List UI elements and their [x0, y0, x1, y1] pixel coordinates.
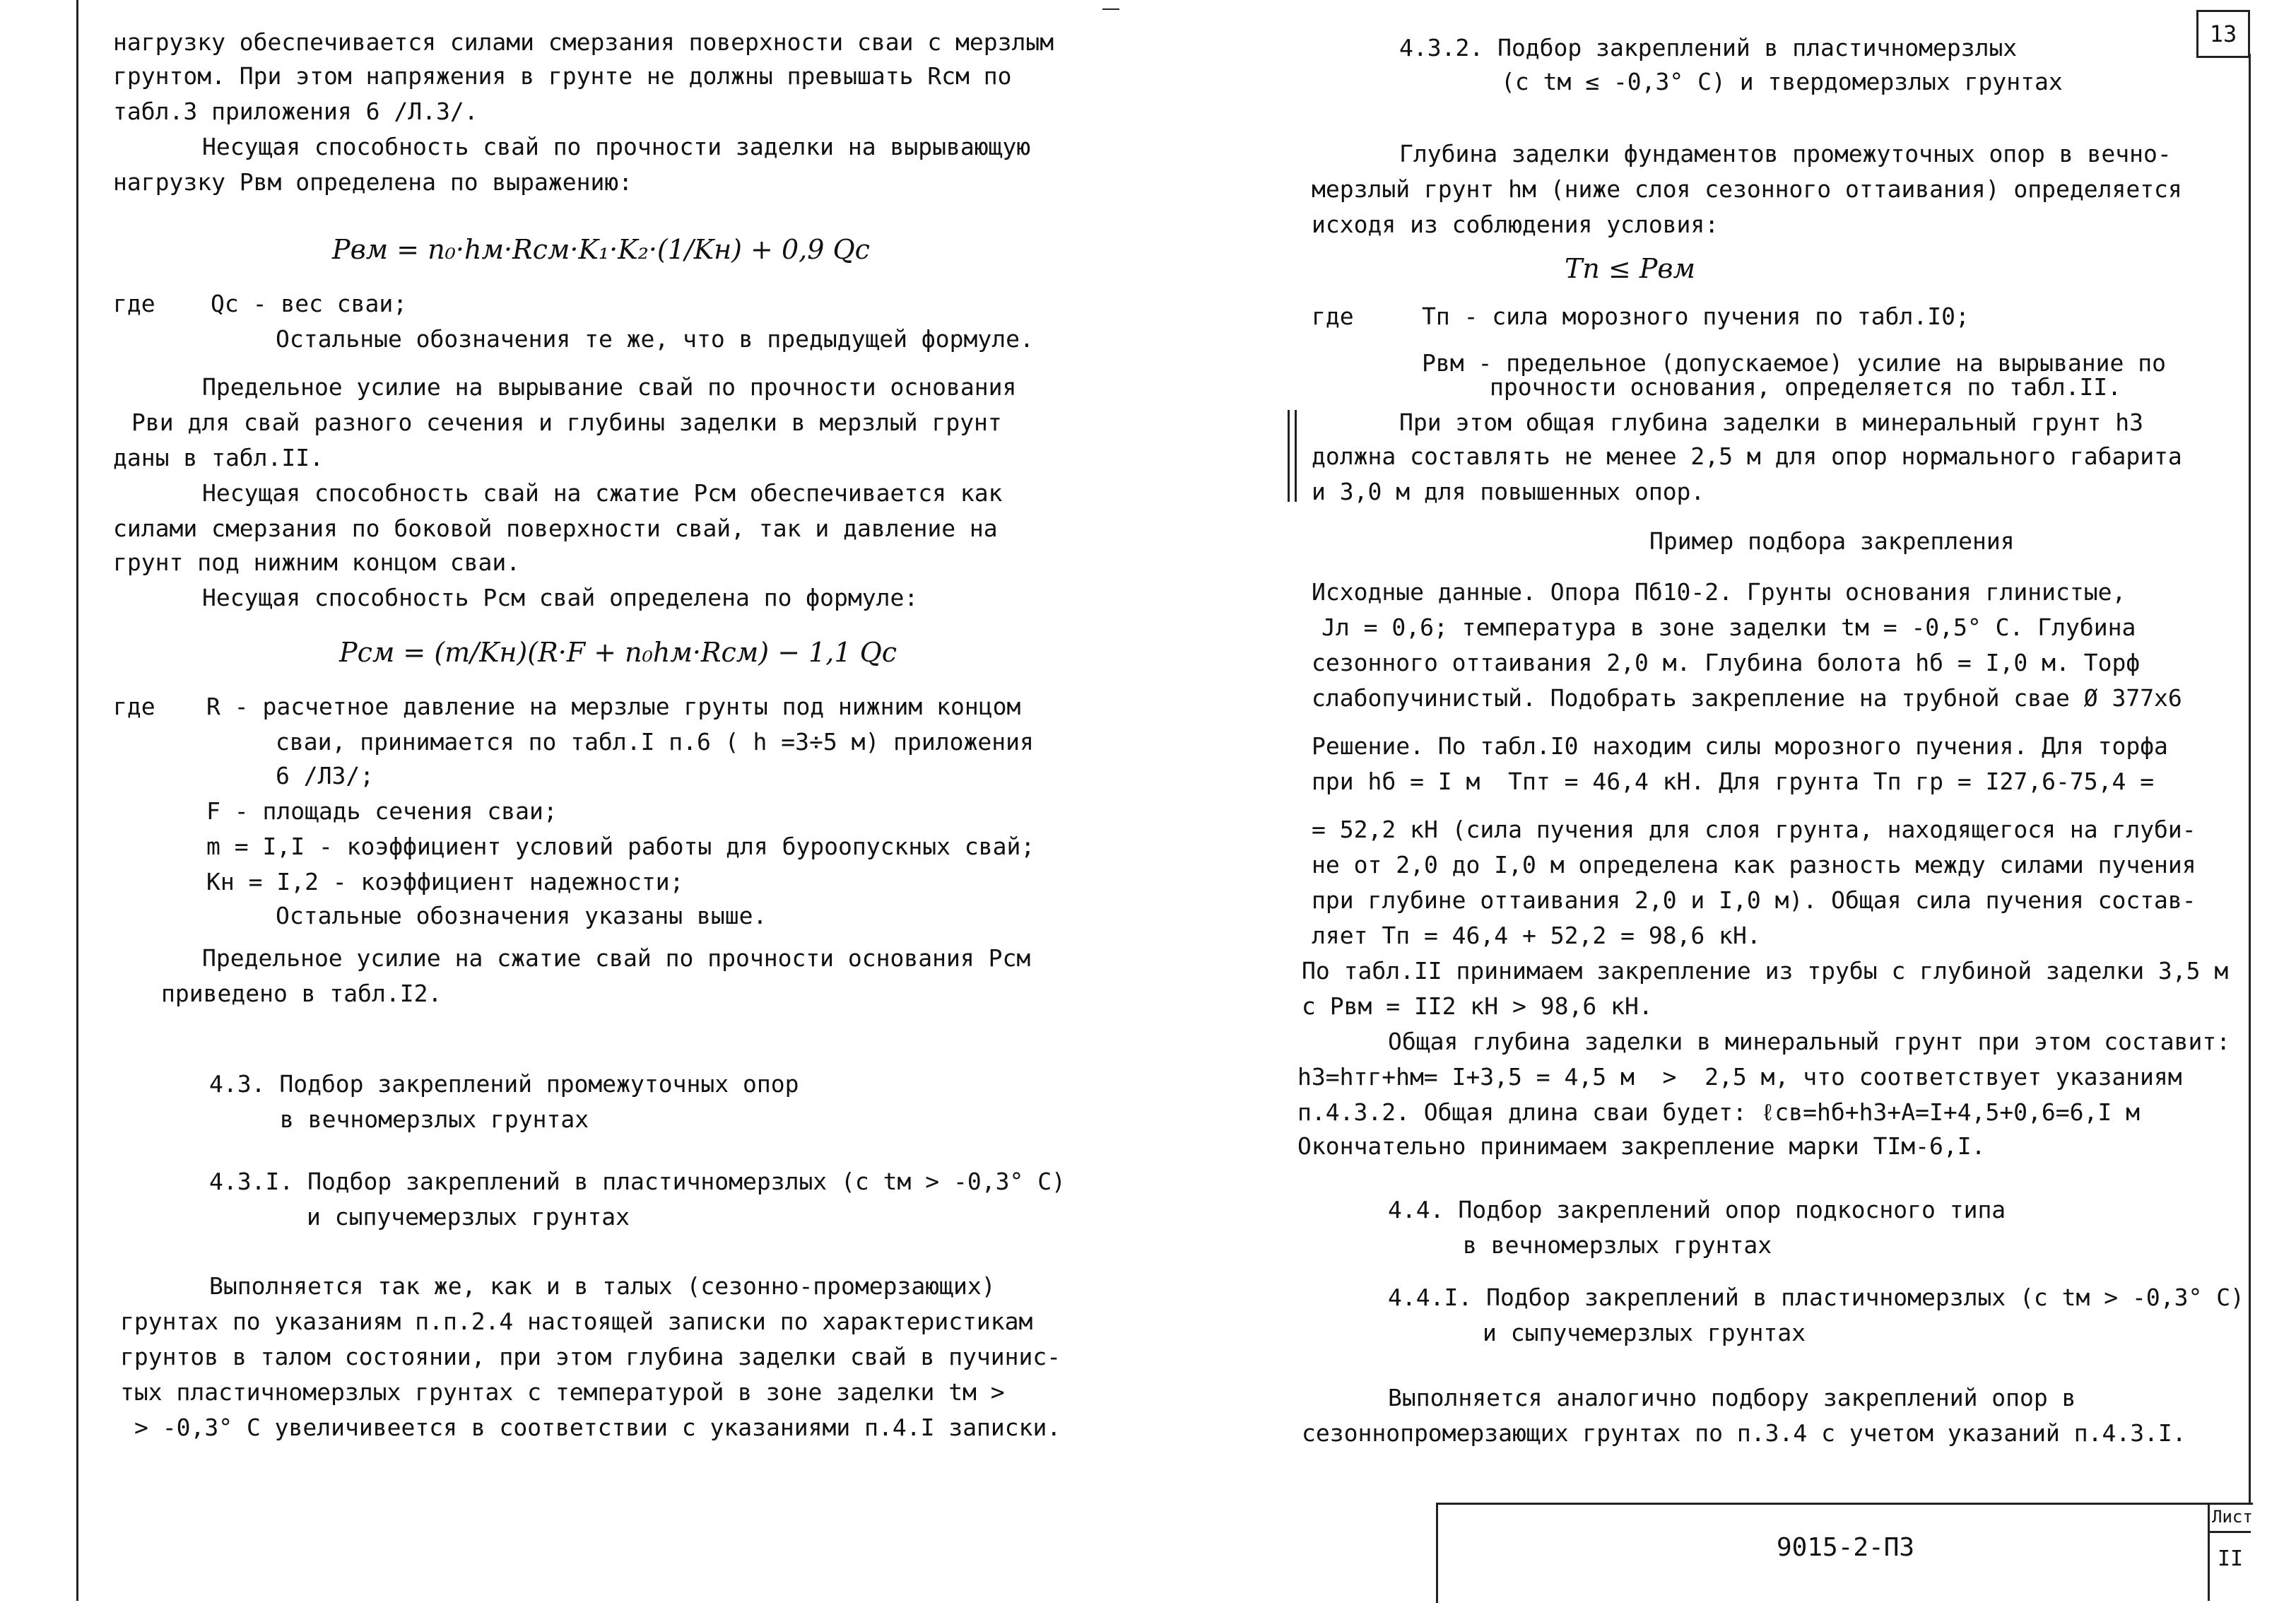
sheet-number: 13: [2209, 20, 2237, 47]
text-line: = 52,2 кН (сила пучения для слоя грунта, находящегося на глуби-: [1312, 816, 2196, 843]
text-line: Jл = 0,6; температура в зоне заделки tм = -0,5° С. Глубина: [1321, 613, 2136, 641]
text-line: при hб = I м Tпт = 46,4 кН. Для грунта Tп гр = I27,6-75,4 =: [1312, 768, 2155, 795]
text-line: Предельное усилие на сжатие свай по прочности основания Pсм: [202, 944, 1031, 972]
text-line: Tп - сила морозного пучения по табл.I0;: [1422, 303, 1970, 330]
text-line: должна составлять не менее 2,5 м для опор нормального габарита: [1312, 442, 2182, 470]
right-frame-line: [2249, 54, 2251, 1503]
section-heading: 4.4.I. Подбор закреплений в пластичномерзлых (с tм > -0,3° С): [1388, 1284, 2244, 1311]
text-line: h3=hтг+hм= I+3,5 = 4,5 м > 2,5 м, что соответствует указаниям: [1297, 1063, 2182, 1091]
text-line: Исходные данные. Опора Пб10-2. Грунты основания глинистые,: [1312, 578, 2126, 606]
text-line: при глубине оттаивания 2,0 и I,0 м). Общая сила пучения состав-: [1312, 886, 2196, 914]
stamp-label: Лист: [2212, 1507, 2253, 1527]
section-heading: 4.3.I. Подбор закреплений в пластичномерзлых (с tм > -0,3° С): [209, 1168, 1066, 1195]
example-heading: Пример подбора закрепления: [1649, 527, 2015, 555]
text-line: При этом общая глубина заделки в минеральный грунт h3: [1399, 409, 2143, 436]
stamp-divider: [2208, 1531, 2251, 1533]
text-line: сваи, принимается по табл.I п.6 ( h =3÷5 м) приложения: [276, 728, 1034, 756]
text-line: грунтах по указаниям п.п.2.4 настоящей записки по характеристикам: [120, 1308, 1033, 1335]
text-line: Несущая способность Pсм свай определена по формуле:: [202, 584, 919, 611]
text-line: F - площадь сечения сваи;: [206, 797, 558, 825]
document-code: 9015-2-ПЗ: [1777, 1533, 1915, 1562]
section-heading: 4.4. Подбор закреплений опор подкосного типа: [1388, 1196, 2006, 1223]
text-line: Qc - вес сваи;: [211, 290, 408, 317]
text-line: Несущая способность свай по прочности заделки на вырывающую: [202, 133, 1031, 160]
formula-compression: Pсм = (m/Kн)(R·F + n₀hм·Rсм) − 1,1 Qc: [339, 637, 897, 668]
text-line: грунтов в талом состоянии, при этом глубина заделки свай в пучинис-: [120, 1343, 1061, 1370]
text-line: Остальные обозначения те же, что в предыдущей формуле.: [276, 325, 1034, 353]
formula-pullout: Pвм = n₀·hм·Rсм·K₁·K₂·(1/Kн) + 0,9 Qc: [332, 234, 870, 265]
left-page: [0, 0, 1148, 1601]
text-line: По табл.II принимаем закрепление из трубы с глубиной заделки 3,5 м: [1302, 957, 2229, 985]
text-line: прочности основания, определяется по табл.II.: [1490, 373, 2122, 401]
text-line: нагрузку Pвм определена по выражению:: [113, 168, 633, 196]
text-line: Предельное усилие на вырывание свай по прочности основания: [202, 373, 1017, 401]
text-line: нагрузку обеспечивается силами смерзания поверхности сваи с мерзлым: [113, 28, 1054, 56]
section-heading: в вечномерзлых грунтах: [280, 1105, 589, 1133]
text-line: Несущая способность свай на сжатие Pсм обеспечивается как: [202, 479, 1003, 507]
text-line: > -0,3° С увеличивеется в соответствии с указаниями п.4.I записки.: [134, 1414, 1061, 1441]
text-line: силами смерзания по боковой поверхности свай, так и давление на: [113, 515, 998, 542]
text-line: Pвм - предельное (допускаемое) усилие на вырывание по: [1422, 349, 2166, 377]
text-line: Глубина заделки фундаментов промежуточных опор в вечно-: [1399, 140, 2172, 168]
sheet-number-box: [2196, 10, 2250, 58]
text-line: грунт под нижним концом сваи.: [113, 548, 521, 576]
text-line: Выполняется так же, как и в талых (сезонно-промерзающих): [209, 1272, 996, 1300]
right-page: [1148, 0, 2295, 1601]
text-line: где: [1312, 303, 1354, 330]
section-heading: и сыпучемерзлых грунтах: [1483, 1319, 1806, 1346]
section-heading: и сыпучемерзлых грунтах: [307, 1203, 630, 1231]
condition-formula: Tп ≤ Pвм: [1565, 253, 1696, 284]
text-line: где: [113, 693, 155, 720]
stamp-divider: [2208, 1503, 2210, 1601]
right-edge-mark: [1102, 8, 1119, 10]
text-line: Kн = I,2 - коэффициент надежности;: [206, 868, 684, 896]
text-line: Pви для свай разного сечения и глубины заделки в мерзлый грунт: [131, 409, 1002, 436]
text-line: не от 2,0 до I,0 м определена как разность между силами пучения: [1312, 851, 2196, 879]
text-line: мерзлый грунт hм (ниже слоя сезонного оттаивания) определяется: [1312, 175, 2182, 203]
text-line: 6 /Л3/;: [276, 762, 375, 789]
text-line: Общая глубина заделки в минеральный грунт при этом составит:: [1388, 1028, 2231, 1055]
text-line: сезоннопромерзающих грунтах по п.3.4 с учетом указаний п.4.3.I.: [1302, 1419, 2186, 1447]
text-line: исходя из соблюдения условия:: [1312, 211, 1719, 238]
text-line: ляет Tп = 46,4 + 52,2 = 98,6 кН.: [1312, 922, 1761, 949]
left-margin-bar: [1295, 410, 1297, 502]
text-line: Остальные обозначения указаны выше.: [276, 902, 767, 929]
text-line: грунтом. При этом напряжения в грунте не должны превышать Rсм по: [113, 62, 1012, 90]
text-line: приведено в табл.I2.: [161, 980, 442, 1007]
section-heading: в вечномерзлых грунтах: [1463, 1231, 1772, 1259]
section-heading: (с tм ≤ -0,3° С) и твердомерзлых грунтах: [1501, 68, 2063, 95]
text-line: п.4.3.2. Общая длина сваи будет: ℓсв=hб+h3+A=I+4,5+0,6=6,I м: [1297, 1098, 2140, 1126]
text-line: R - расчетное давление на мерзлые грунты под нижним концом: [206, 693, 1021, 720]
text-line: где: [113, 290, 155, 317]
text-line: Выполняется аналогично подбору закреплений опор в: [1388, 1384, 2076, 1411]
left-margin-bar: [1288, 410, 1290, 502]
text-line: m = I,I - коэффициент условий работы для буроопускных свай;: [206, 833, 1035, 860]
text-line: даны в табл.II.: [113, 444, 324, 471]
section-heading: 4.3.2. Подбор закреплений в пластичномерзлых: [1399, 34, 2018, 61]
text-line: слабопучинистый. Подобрать закрепление на трубной свае Ø 377x6: [1312, 684, 2182, 712]
section-heading: 4.3. Подбор закреплений промежуточных опор: [209, 1070, 799, 1098]
text-line: табл.3 приложения 6 /Л.3/.: [113, 98, 478, 125]
text-line: Окончательно принимаем закрепление марки TIм-6,I.: [1297, 1132, 1986, 1160]
text-line: с Pвм = II2 кН > 98,6 кН.: [1302, 992, 1653, 1020]
text-line: сезонного оттаивания 2,0 м. Глубина болота hб = I,0 м. Торф: [1312, 649, 2141, 676]
text-line: Решение. По табл.I0 находим силы морозного пучения. Для торфа: [1312, 732, 2168, 760]
left-margin-line: [76, 0, 78, 1601]
text-line: и 3,0 м для повышенных опор.: [1312, 478, 1705, 505]
stamp-sheet-number: II: [2218, 1546, 2244, 1571]
text-line: тых пластичномерзлых грунтах с температурой в зоне заделки tм >: [120, 1378, 1005, 1406]
